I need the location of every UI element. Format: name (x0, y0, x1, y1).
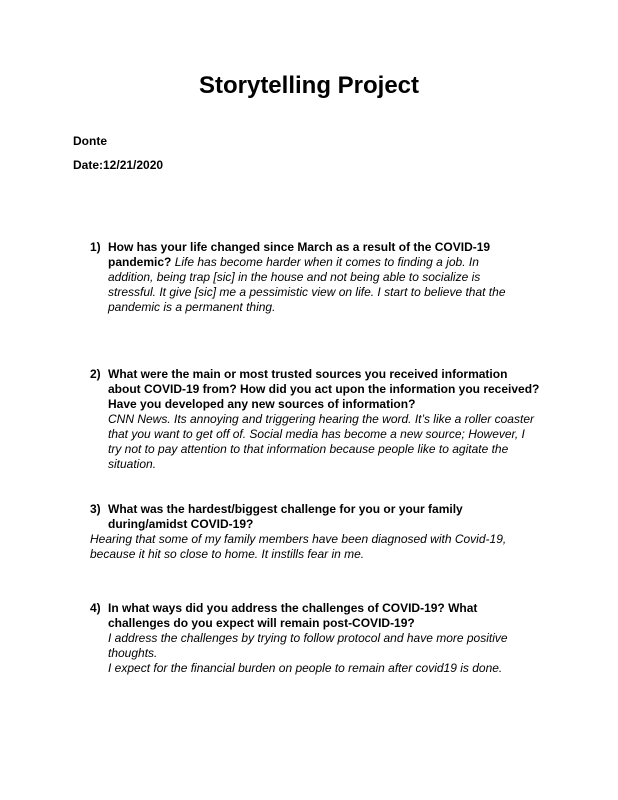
question-line: How has your life changed since March as a result of the COVID-19 (108, 240, 491, 254)
answer-line: Hearing that some of my family members have been diagnosed with Covid-19, (90, 532, 507, 546)
question-number: 2) (90, 367, 101, 381)
question-number: 4) (90, 601, 101, 615)
answer-line: Life has become harder when it comes to finding a job. In (174, 255, 479, 269)
answer-line: thoughts. (108, 646, 158, 660)
question-number: 1) (90, 240, 101, 254)
answer-line: CNN News. Its annoying and triggering hearing the word. It’s like a roller coaster (108, 412, 534, 426)
answer-line: addition, being trap [sic] in the house and not being able to socialize is (108, 270, 481, 284)
question-text (108, 601, 578, 676)
answer-line: try not to pay attention to that information because people like to agitate the (108, 442, 509, 456)
answer-line: stressful. It give [sic] me a pessimistic view on life. I start to believe that the (108, 285, 506, 299)
question-text (108, 240, 578, 315)
document-title: Storytelling Project (198, 72, 420, 99)
question-line: Have you developed any new sources of information? (108, 397, 416, 411)
question-line: challenges do you expect will remain post-COVID-19? (108, 616, 415, 630)
answer-line: situation. (108, 457, 157, 471)
question-number: 3) (90, 502, 101, 516)
question-line: In what ways did you address the challenges of COVID-19? What (108, 601, 478, 615)
answer-line: pandemic is a permanent thing. (108, 300, 276, 314)
question-text (108, 367, 588, 472)
answer-line: because it hit so close to home. It instills fear in me. (90, 547, 365, 561)
question-line: about COVID-19 from? How did you act upon the information you received? (108, 382, 540, 396)
answer-line: I expect for the financial burden on people to remain after covid19 is done. (108, 661, 503, 675)
question-text (108, 502, 578, 517)
question-line: during/amidst COVID-19? (108, 517, 254, 531)
question-line: What was the hardest/biggest challenge for you or your family (108, 502, 463, 516)
answer-line: that you want to get off of. Social media has become a new source; However, I (108, 427, 525, 441)
author-name: Donte (73, 134, 107, 148)
question-line: What were the main or most trusted sources you received information (108, 367, 508, 381)
answer-line: I address the challenges by trying to follow protocol and have more positive (108, 631, 508, 645)
question-text-continued (90, 517, 580, 562)
question-line: pandemic? (108, 255, 172, 269)
document-date: Date:12/21/2020 (73, 158, 164, 172)
